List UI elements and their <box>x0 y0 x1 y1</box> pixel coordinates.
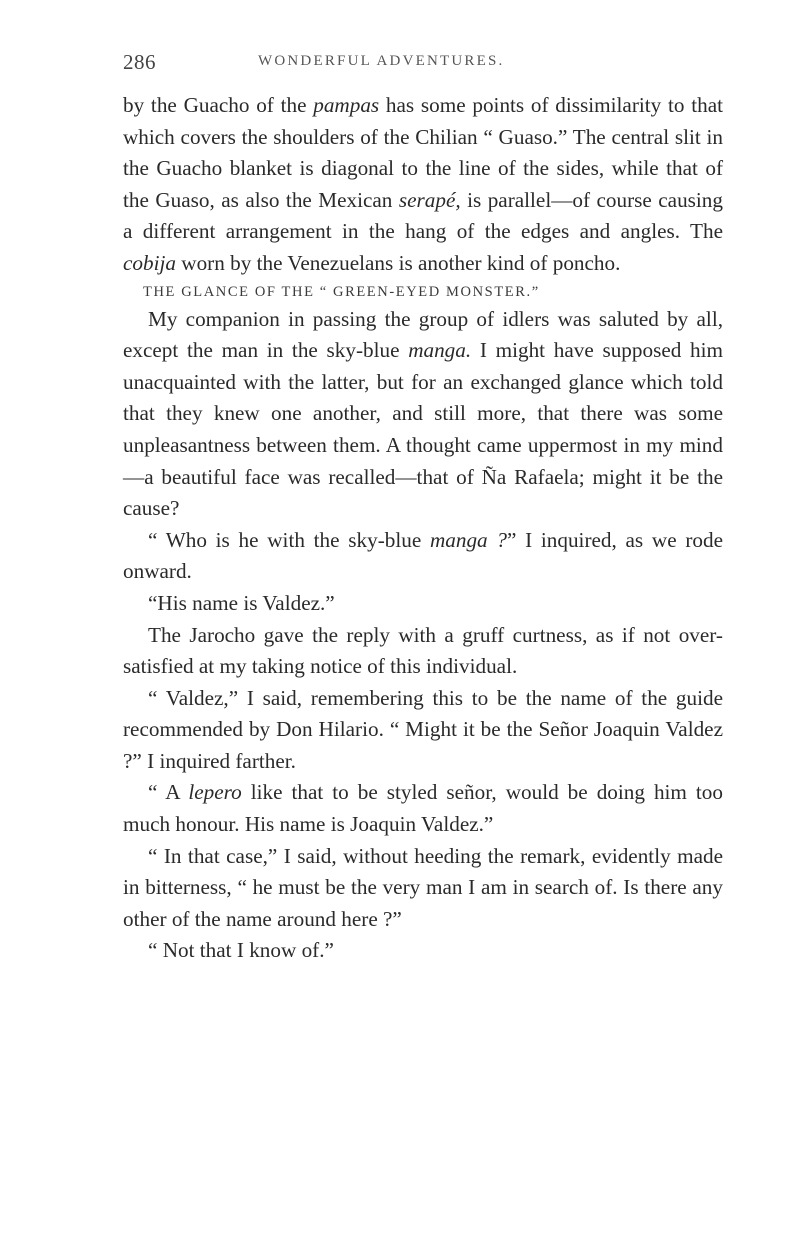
paragraph: “ A lepero like that to be styled señor, would be doing him too much honour. His name is Joaquin Valdez.” <box>123 780 723 837</box>
body-text <box>123 90 723 967</box>
italic-term: pampas <box>313 93 380 117</box>
italic-term: cobija <box>123 250 176 275</box>
paragraph: “ Valdez,” I said, remembering this to be the name of the guide recommended by Don Hilario. “ Might it be the Señor Joaquin Valdez ?” I inquired farther. <box>123 685 723 773</box>
paragraph: “ In that case,” I said, without heeding the remark, evidently made in bitterness, “ he must be the very man I am in search of. Is there any other of the name around here ?” <box>123 843 723 931</box>
italic-term: manga. <box>408 338 472 363</box>
running-title: WONDERFUL ADVENTURES. <box>258 53 505 69</box>
paragraph: The Jarocho gave the reply with a gruff curtness, as if not over-satisfied at my taking notice of this individual. <box>123 622 723 679</box>
paragraph: “His name is Valdez.” <box>148 590 335 615</box>
paragraph: My companion in passing the group of idlers was saluted by all, except the man in the sky-blue manga. I might have supposed him unacquainted with the latter, but for an exchanged glance which told that they knew one another, and still more, that there was some unpleasantness between them. A thought came uppermost in my mind—a beautiful face was recalled—that of Ña Rafaela; might it be the cause? <box>123 306 723 521</box>
italic-term: lepero <box>188 780 242 805</box>
paragraph: “ Who is he with the sky-blue manga ?” I inquired, as we rode onward. <box>123 527 723 584</box>
paragraph: by the Guacho of the pampas has some points of dissimilarity to that which covers the shoulders of the Chilian “ Guaso.” The central slit in the Guacho blanket is diagonal to the line of the sides, while that of the Guaso, as also the Mexican serapé, is parallel—of course causing a different arrangement in the hang of the edges and angles. The cobija worn by the Venezuelans is another kind of poncho. <box>123 93 723 275</box>
italic-term: serapé, <box>398 187 461 212</box>
paragraph: “ Not that I know of.” <box>148 938 334 963</box>
section-heading: THE GLANCE OF THE “ GREEN-EYED MONSTER.” <box>143 283 540 300</box>
italic-term: manga ? <box>429 527 507 552</box>
running-head <box>123 50 723 80</box>
page-number: 286 <box>123 50 156 74</box>
